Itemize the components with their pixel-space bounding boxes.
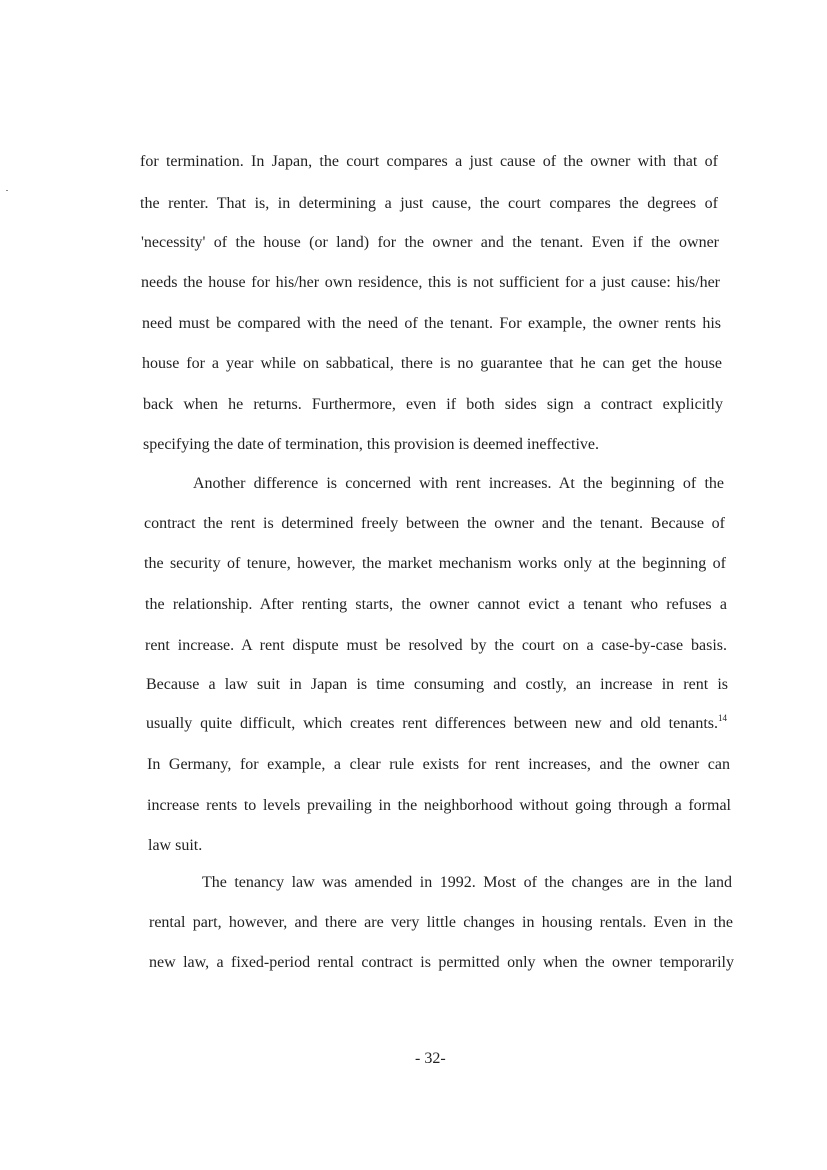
body-line-20: rental part, however, and there are very little changes in housing rentals. Even in the	[149, 914, 733, 931]
body-line-16: In Germany, for example, a clear rule exists for rent increases, and the owner can	[147, 756, 730, 773]
body-line-13: rent increase. A rent dispute must be resolved by the court on a case-by-case basis.	[145, 637, 727, 654]
body-line-11: the security of tenure, however, the market mechanism works only at the beginning of	[144, 555, 726, 572]
body-line-12: the relationship. After renting starts, the owner cannot evict a tenant who refuses a	[145, 596, 727, 613]
body-line-15: usually quite difficult, which creates rent differences between new and old tenants.	[146, 715, 718, 732]
footnote-reference: 14	[718, 713, 727, 723]
body-line-4: needs the house for his/her own residence, this is not sufficient for a just cause: his/her	[141, 274, 720, 291]
body-line-1: for termination. In Japan, the court compares a just cause of the owner with that of	[140, 153, 718, 170]
body-line-19: The tenancy law was amended in 1992. Most of the changes are in the land	[202, 874, 732, 891]
body-line-17: increase rents to levels prevailing in the neighborhood without going through a formal	[147, 797, 731, 814]
body-line-21: new law, a fixed-period rental contract is permitted only when the owner temporarily	[149, 954, 734, 971]
body-line-5: need must be compared with the need of the tenant. For example, the owner rents his	[142, 315, 721, 332]
body-line-2: the renter. That is, in determining a just cause, the court compares the degrees of	[140, 195, 718, 212]
body-line-9: Another difference is concerned with rent increases. At the beginning of the	[193, 475, 724, 492]
body-line-15-wrapper	[146, 714, 730, 734]
scan-speck	[6, 190, 8, 191]
body-line-7: back when he returns. Furthermore, even if both sides sign a contract explicitly	[143, 396, 723, 413]
body-line-18: law suit.	[148, 837, 203, 854]
body-line-6: house for a year while on sabbatical, there is no guarantee that he can get the house	[142, 355, 722, 372]
body-line-8: specifying the date of termination, this provision is deemed ineffective.	[143, 436, 600, 453]
page-number: - 32-	[415, 1050, 446, 1067]
body-line-3: 'necessity' of the house (or land) for the owner and the tenant. Even if the owner	[141, 234, 719, 251]
body-line-14: Because a law suit in Japan is time consuming and costly, an increase in rent is	[146, 676, 728, 693]
body-line-10: contract the rent is determined freely between the owner and the tenant. Because of	[144, 515, 725, 532]
